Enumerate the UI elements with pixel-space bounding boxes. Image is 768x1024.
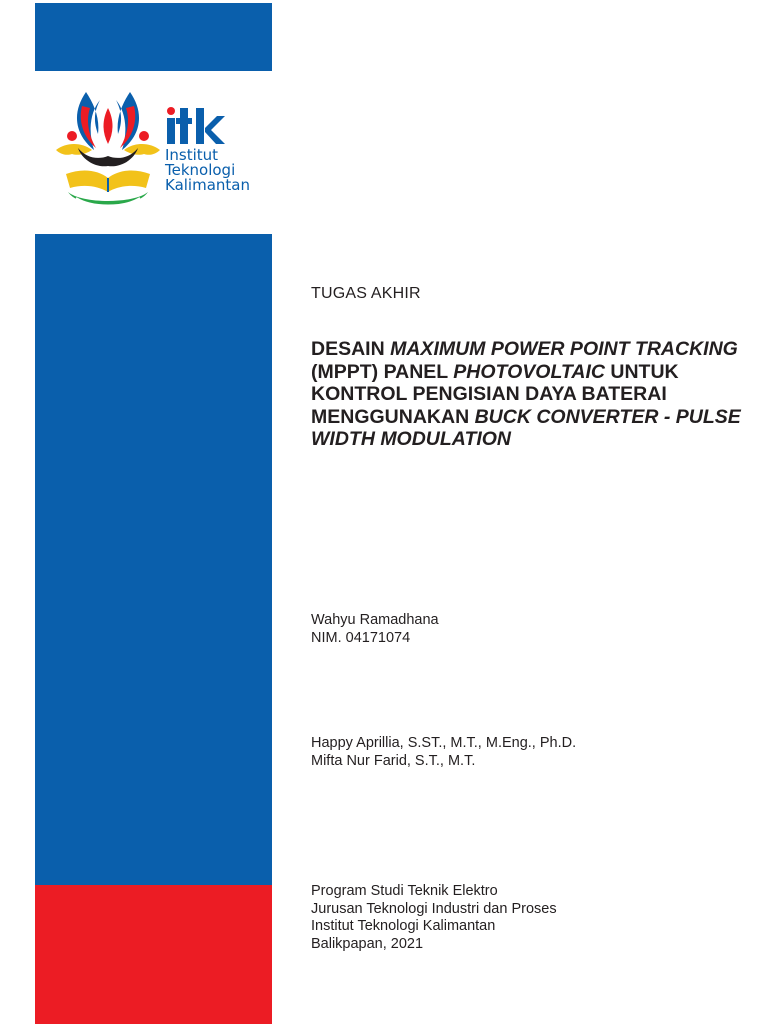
title-segment-2: MAXIMUM POWER POINT TRACKING [390, 338, 738, 360]
thesis-title [311, 338, 741, 451]
document-type: TUGAS AKHIR [311, 285, 421, 302]
logo-name-line-3: Kalimantan [165, 176, 250, 194]
title-segment-5: UNTUK KONTROL PENGISIAN DAYA BATERAI MENGGUNAKAN [311, 360, 679, 428]
author-nim: NIM. 04171074 [311, 630, 411, 646]
middle-blue-bar [35, 234, 272, 885]
supervisors-block [311, 734, 741, 770]
hornbill-emblem-icon [52, 88, 164, 214]
institution-logo [52, 88, 267, 214]
top-blue-bar [35, 3, 272, 71]
logo-name-line-1: Institut [165, 146, 219, 164]
place-and-year: Balikpapan, 2021 [311, 935, 424, 952]
title-segment-1: DESAIN [311, 338, 391, 360]
title-segment-6: BUCK CONVERTER - PULSE WIDTH MODULATION [311, 405, 741, 450]
itk-logo-mark-icon [165, 106, 225, 146]
author-block [311, 611, 741, 647]
department: Jurusan Teknologi Industri dan Proses [311, 900, 557, 917]
author-name: Wahyu Ramadhana [311, 612, 439, 628]
logo-institution-name [165, 148, 270, 193]
supervisor-1: Happy Aprillia, S.ST., M.T., M.Eng., Ph.D. [311, 735, 577, 751]
institution-block [311, 883, 741, 953]
logo-name-line-2: Teknologi [165, 161, 236, 179]
title-segment-3: (MPPT) PANEL [311, 360, 454, 383]
supervisor-2: Mifta Nur Farid, S.T., M.T. [311, 753, 476, 769]
bottom-red-bar [35, 885, 272, 1024]
study-program: Program Studi Teknik Elektro [311, 883, 498, 899]
logo-wordmark [165, 106, 270, 206]
institute-name: Institut Teknologi Kalimantan [311, 918, 496, 934]
title-segment-4: PHOTOVOLTAIC [453, 360, 605, 383]
